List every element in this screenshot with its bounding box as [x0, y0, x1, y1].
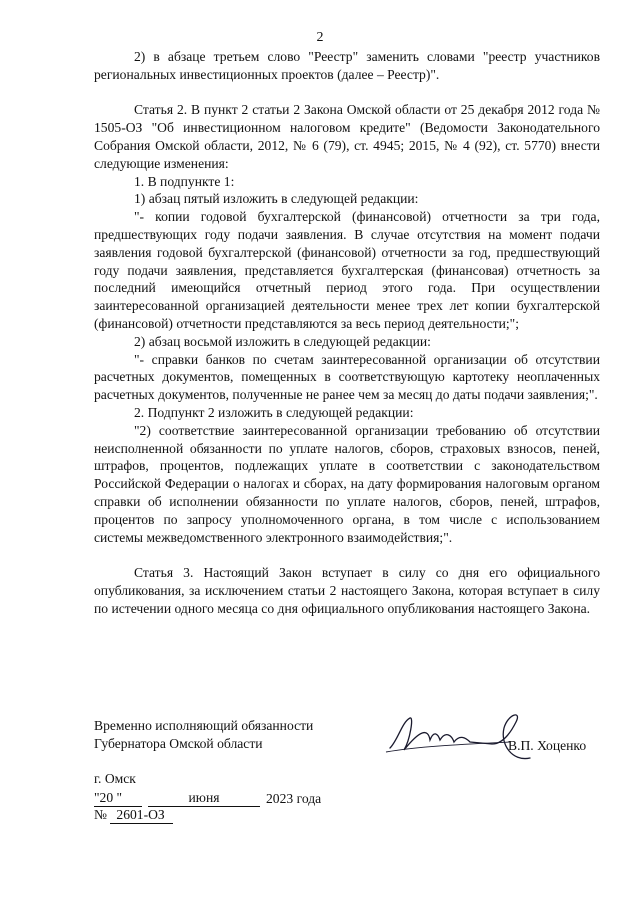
law-number [94, 807, 173, 824]
position-line-2: Губернатора Омской области [94, 735, 263, 751]
paragraph-quote-2: "- справки банков по счетам заинтересованной организации об отсутствии расчетных документов, помещенных в соответствующую картотеку неоплаченных расчетных документов, полученные не ранее чем за месяц до даты подачи заявления;". [94, 351, 600, 403]
paragraph-article-2: Статья 2. В пункт 2 статьи 2 Закона Омской области от 25 декабря 2012 года № 1505-ОЗ "Об инвестиционном налоговом кредите" (Ведомости Законодательного Собрания Омской области, 2012, № 6 (79), ст. 4945; 2015, № 4 (92), ст. 5770) внести следующие изменения: [94, 102, 600, 171]
page-number: 2 [316, 30, 324, 45]
paragraph-amendment-2: 2) в абзаце третьем слово "Реестр" заменить словами "реестр участников региональных инвестиционных проектов (далее – Реестр)". [94, 49, 600, 82]
signatory-name: В.П. Хоценко [508, 738, 587, 753]
date-year: 2023 года [266, 791, 322, 806]
position-line-1: Временно исполняющий обязанности [94, 718, 314, 733]
number-prefix: № [94, 807, 107, 822]
paragraph-item-2: 2) абзац восьмой изложить в следующей редакции: [134, 333, 431, 349]
paragraph-subpoint-1: 1. В подпункте 1: [134, 173, 235, 189]
paragraph-article-3: Статья 3. Настоящий Закон вступает в силу со дня его официального опубликования, за исключением статьи 2 настоящего Закона, которая вступает в силу по истечении одного месяца со дня официального опубликования настоящего Закона. [94, 565, 600, 616]
paragraph-subpoint-2: 2. Подпункт 2 изложить в следующей редакции: [134, 404, 414, 420]
number-value: 2601-ОЗ [110, 807, 172, 824]
date-month: июня [148, 790, 260, 807]
paragraph-item-1: 1) абзац пятый изложить в следующей редакции: [134, 191, 419, 207]
city: г. Омск [94, 771, 136, 786]
date-day: "20 " [94, 790, 142, 807]
paragraph-quote-1: "- копии годовой бухгалтерской (финансовой) отчетности за три года, предшествующих году подачи заявления. В случае отсутствия на момент подачи заявления годовой бухгалтерской (финансовой) отчетности за год, предшествующий году подачи заявления, представляется бухгалтерская (финансовая) отчетность за последний имеющийся отчетный период этого года. При осуществлении заинтересованной организацией деятельности менее трех лет копии бухгалтерской (финансовой) отчетности представляются за весь период деятельности;"; [94, 209, 600, 331]
handwritten-signature [380, 700, 540, 770]
paragraph-quote-3: "2) соответствие заинтересованной организации требованию об отсутствии неисполненной обязанности по уплате налогов, сборов, страховых взносов, пеней, штрафов, процентов, подлежащих уплате в соответствии с законодательством Российской Федерации о налогах и сборах, на дату формирования налоговым органом справки об исполнении обязанности по уплате налогов, сборов, пеней, штрафов, процентов по запросу уполномоченного органа, в том числе с использованием системы межведомственного электронного взаимодействия;". [94, 422, 600, 545]
adoption-date [94, 790, 321, 807]
document-body [94, 48, 600, 618]
